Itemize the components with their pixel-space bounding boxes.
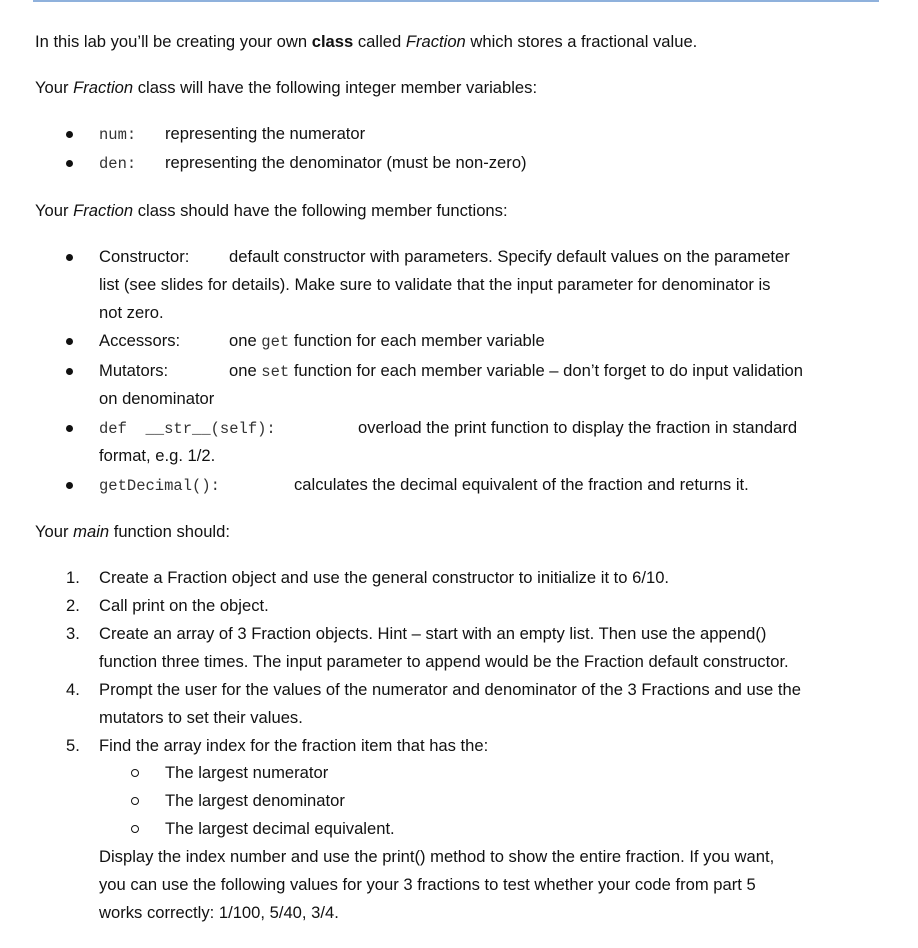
mutators-desc-line2: on denominator [99,389,215,408]
accessors-desc: one get function for each member variable [229,331,545,351]
top-rule [33,0,879,2]
step-number: 5. [66,736,80,755]
step-text: Create an array of 3 Fraction objects. Hint – start with an empty list. Then use the append() [99,624,767,643]
step-text: mutators to set their values. [99,708,303,727]
step-number: 2. [66,596,80,615]
intro-paragraph: In this lab you’ll be creating your own class called Fraction which stores a fractional value. [35,32,698,51]
bullet [66,368,73,375]
bullet [66,425,73,432]
step-number: 1. [66,568,80,587]
step-text: Prompt the user for the values of the numerator and denominator of the 3 Fractions and use the [99,680,801,699]
step-number: 4. [66,680,80,699]
str-method-desc: overload the print function to display the fraction in standard [358,418,798,437]
sub-item: The largest numerator [165,763,329,782]
str-method-desc-line2: format, e.g. 1/2. [99,446,216,465]
bullet [66,338,73,345]
bullet [66,131,73,138]
sub-item: The largest denominator [165,791,345,810]
step-number: 3. [66,624,80,643]
str-method-code: def __str__(self): [99,420,276,438]
functions-heading: Your Fraction class should have the following member functions: [35,201,508,220]
constructor-label: Constructor: [99,247,190,266]
step-text: function three times. The input parameter to append would be the Fraction default constructor. [99,652,789,671]
mutators-label: Mutators: [99,361,169,380]
constructor-desc-line3: not zero. [99,303,164,322]
closing-line: you can use the following values for your 3 fractions to test whether your code from part 5 [99,875,756,894]
constructor-desc-line1: default constructor with parameters. Specify default values on the parameter [229,247,790,266]
step-text: Find the array index for the fraction item that has the: [99,736,489,755]
constructor-desc-line2: list (see slides for details). Make sure to validate that the input parameter for denominator is [99,275,771,294]
bullet [66,254,73,261]
get-decimal-code: getDecimal(): [99,477,220,495]
get-decimal-desc: calculates the decimal equivalent of the fraction and returns it. [294,475,749,494]
closing-line: works correctly: 1/100, 5/40, 3/4. [99,903,339,922]
circle-bullet [131,769,139,777]
sub-item: The largest decimal equivalent. [165,819,395,838]
circle-bullet [131,825,139,833]
accessors-label: Accessors: [99,331,181,350]
closing-line: Display the index number and use the print() method to show the entire fraction. If you want, [99,847,775,866]
members-heading: Your Fraction class will have the following integer member variables: [35,78,538,97]
circle-bullet [131,797,139,805]
main-heading: Your main function should: [35,522,230,541]
member-num-code: num: [99,126,137,144]
bullet [66,482,73,489]
step-text: Create a Fraction object and use the general constructor to initialize it to 6/10. [99,568,670,587]
mutators-desc: one set function for each member variable – don’t forget to do input validation [229,361,803,381]
step-text: Call print on the object. [99,596,269,615]
member-num-desc: representing the numerator [165,124,366,143]
member-den-code: den: [99,155,137,173]
member-den-desc: representing the denominator (must be non-zero) [165,153,527,172]
bullet [66,160,73,167]
